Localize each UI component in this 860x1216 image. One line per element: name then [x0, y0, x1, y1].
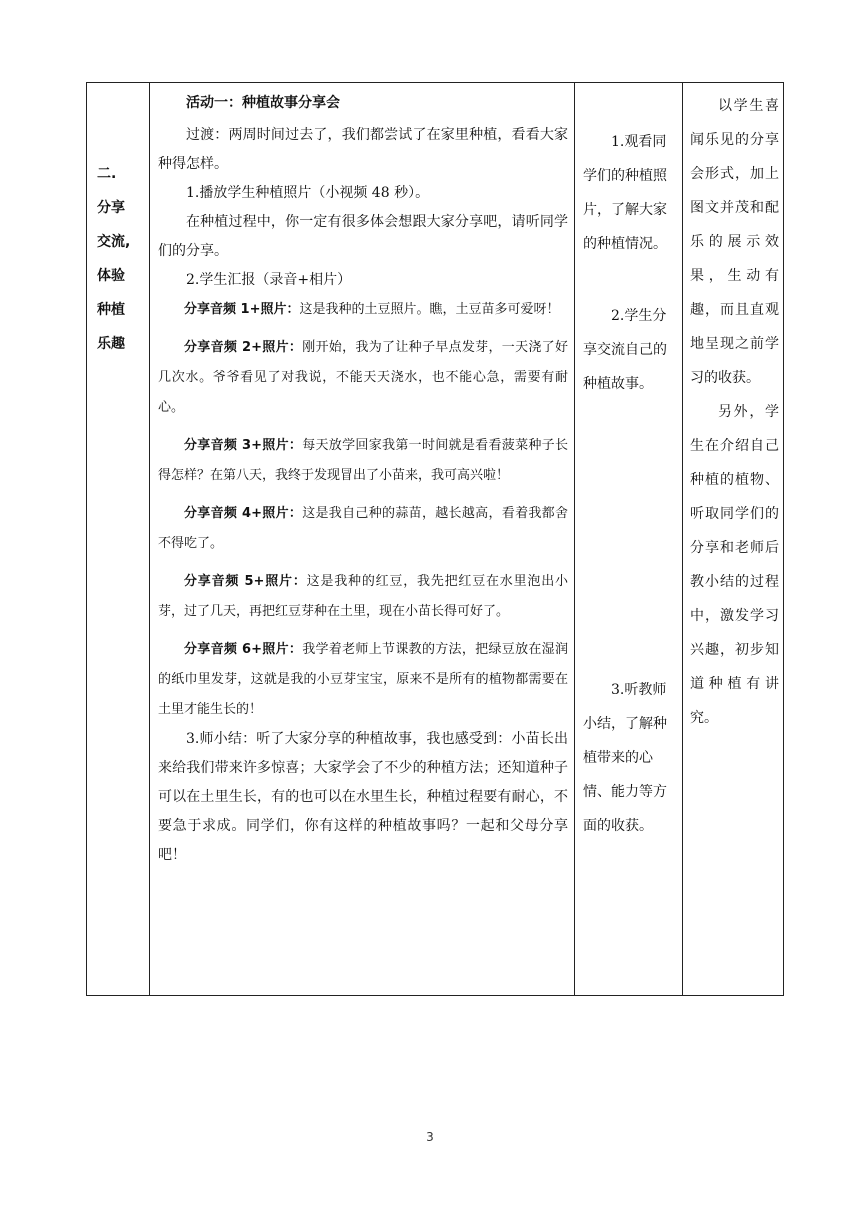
- prompt-text: 在种植过程中，你一定有很多体会想跟大家分享吧，请听同学们的分享。: [158, 214, 568, 259]
- activity-heading: 活动一：种植故事分享会: [186, 95, 340, 111]
- student-activity-item: 2.学生分享交流自己的种植故事。: [583, 308, 667, 392]
- share-text: 这是我种的土豆照片。瞧，土豆苗多可爱呀！: [299, 302, 560, 317]
- share-label: 分享音频 2+照片：: [184, 340, 303, 355]
- share-text: 这是我自己种的蒜苗，越长越高，看着我都舍不得吃了。: [158, 506, 568, 551]
- section-title-line: 乐趣: [97, 336, 125, 352]
- share-text: 我学着老师上节课教的方法，把绿豆放在湿润的纸巾里发芽，这就是我的小豆芽宝宝，原来不是所有的植物都需要在土里才能生长的！: [158, 642, 568, 717]
- share-label: 分享音频 1+照片：: [184, 302, 300, 317]
- summary-text: 3.师小结：听了大家分享的种植故事，我也感受到：小苗长出来给我们带来许多惊喜；大家学会了不少的种植方法；还知道种子可以在土里生长，有的也可以在水里生长，种植过程要有耐心，不要急于求成。同学们，你有这样的种植故事吗？一起和父母分享吧！: [158, 731, 568, 863]
- share-item: [158, 499, 568, 559]
- student-activity-item: 3.听教师小结，了解种植带来的心情、能力等方面的收获。: [583, 682, 667, 834]
- share-label: 分享音频 4+照片：: [184, 506, 303, 521]
- design-intent-paragraph: 以学生喜闻乐见的分享会形式，加上图文并茂和配乐的展示效果，生动有趣，而且直观地呈现之前学习的收获。: [690, 98, 779, 386]
- share-item: [158, 295, 568, 325]
- share-text: 这是我种的红豆，我先把红豆在水里泡出小芽，过了几天，再把红豆芽种在土里，现在小苗长得可好了。: [158, 574, 568, 619]
- section-title-line: 分享: [97, 200, 125, 216]
- student-activity-cell: [575, 83, 682, 995]
- section-title-line: 交流,: [97, 234, 131, 250]
- section-title-line: 种植: [97, 302, 125, 318]
- page-number: 3: [426, 1130, 434, 1144]
- share-item: [158, 635, 568, 725]
- share-label: 分享音频 6+照片：: [184, 642, 303, 657]
- share-label: 分享音频 3+照片：: [184, 438, 303, 453]
- share-text: 刚开始，我为了让种子早点发芽，一天浇了好几次水。爷爷看见了对我说，不能天天浇水，也不能心急，需要有耐心。: [158, 340, 568, 415]
- share-item: [158, 431, 568, 491]
- step-1-text: 1.播放学生种植照片（小视频 48 秒）。: [186, 185, 430, 201]
- teaching-process-cell: [150, 83, 574, 995]
- transition-text: 过渡：两周时间过去了，我们都尝试了在家里种植，看看大家种得怎样。: [158, 127, 568, 172]
- section-title-line: 体验: [97, 268, 125, 284]
- share-text: 每天放学回家我第一时间就是看看菠菜种子长得怎样？在第八天，我终于发现冒出了小苗来，我可高兴啦！: [158, 438, 568, 483]
- design-intent-paragraph: 另外，学生在介绍自己种植的植物、听取同学们的分享和老师后教小结的过程中，激发学习兴趣，初步知道种植有讲究。: [690, 404, 779, 726]
- section-number: 二.: [97, 166, 117, 182]
- student-activity-item: 1.观看同学们的种植照片，了解大家的种植情况。: [583, 134, 667, 252]
- share-item: [158, 333, 568, 423]
- design-intent-cell: [683, 83, 784, 995]
- section-cell: [87, 83, 149, 995]
- lesson-table: [86, 82, 784, 996]
- share-item: [158, 567, 568, 627]
- share-label: 分享音频 5+照片：: [184, 574, 307, 589]
- step-2-text: 2.学生汇报（录音+相片）: [186, 272, 352, 288]
